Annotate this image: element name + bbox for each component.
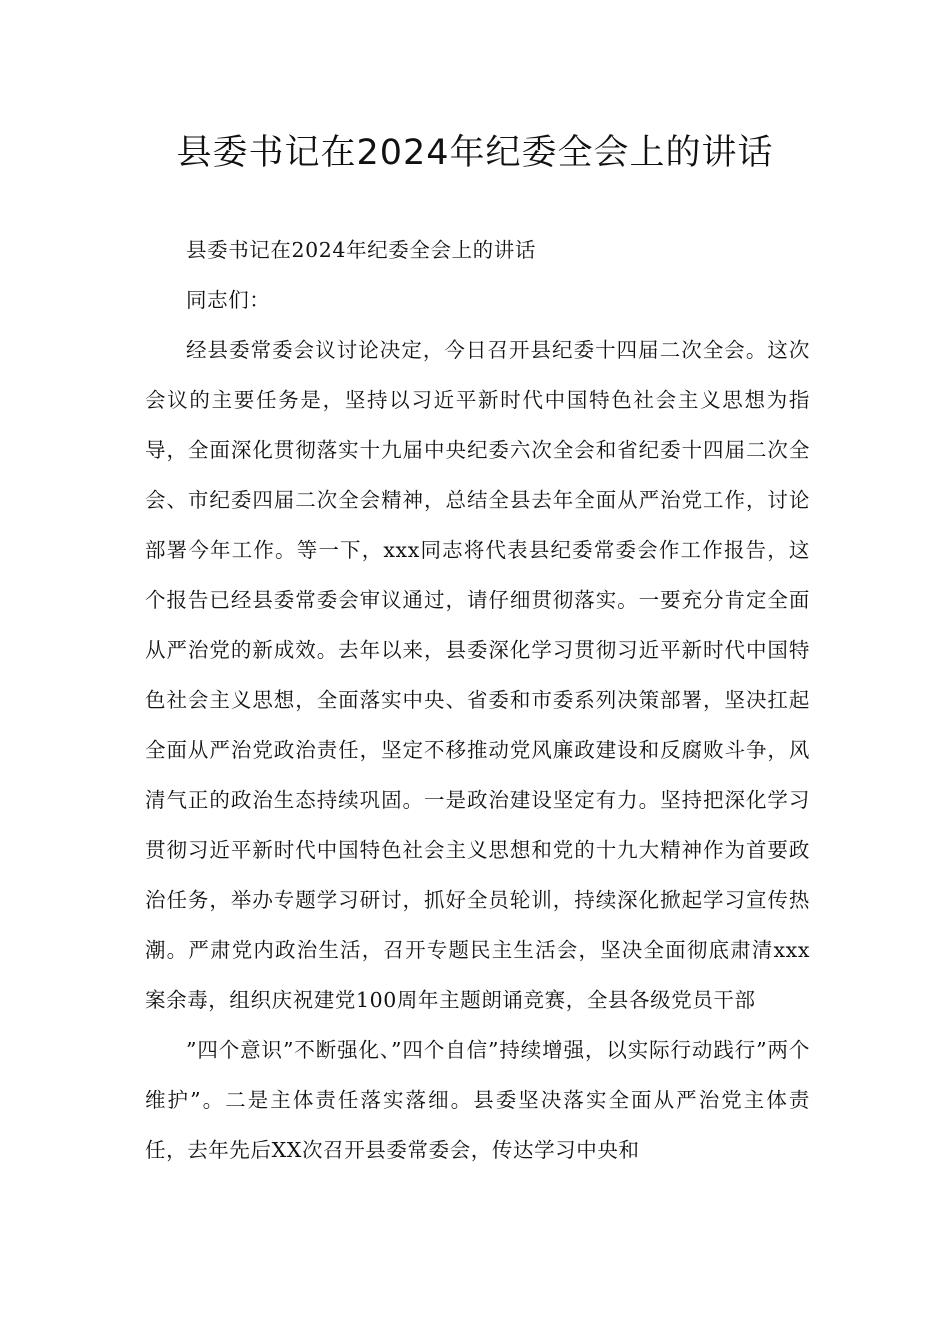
paragraph-subtitle: 县委书记在2024年纪委全会上的讲话 <box>186 238 536 262</box>
paragraph-main: 经县委常委会议讨论决定，今日召开县纪委十四届二次全会。这次会议的主要任务是，坚持以习近平新时代中国特色社会主义思想为指导，全面深化贯彻落实十九届中央纪委六次全会和省纪委十四届二次全会、市纪委四届二次全会精神，总结全县去年全面从严治党工作，讨论部署今年工作。等一下，xxx同志将代表县纪委常委会作工作报告，这个报告已经县委常委会审议通过，请仔细贯彻落实。一要充分肯定全面从严治党的新成效。去年以来，县委深化学习贯彻习近平新时代中国特色社会主义思想，全面落实中央、省委和市委系列决策部署，坚决扛起全面从严治党政治责任，坚定不移推动党风廉政建设和反腐败斗争，风清气正的政治生态持续巩固。一是政治建设坚定有力。坚持把深化学习贯彻习近平新时代中国特色社会主义思想和党的十九大精神作为首要政治任务，举办专题学习研讨，抓好全员轮训，持续深化掀起学习宣传热潮。严肃党内政治生活，召开专题民主生活会，坚决全面彻底肃清xxx案余毒，组织庆祝建党100周年主题朗诵竞赛，全县各级党员干部 <box>145 338 810 1012</box>
paragraph-salutation: 同志们： <box>186 288 271 312</box>
document-body <box>145 225 810 1175</box>
document-title: 县委书记在2024年纪委全会上的讲话 <box>176 133 774 173</box>
paragraph-continued: ”四个意识”不断强化、”四个自信”持续增强，以实际行动践行”两个维护”。二是主体责任落实落细。县委坚决落实全面从严治党主体责任，去年先后XX次召开县委常委会，传达学习中央和 <box>145 1038 810 1162</box>
